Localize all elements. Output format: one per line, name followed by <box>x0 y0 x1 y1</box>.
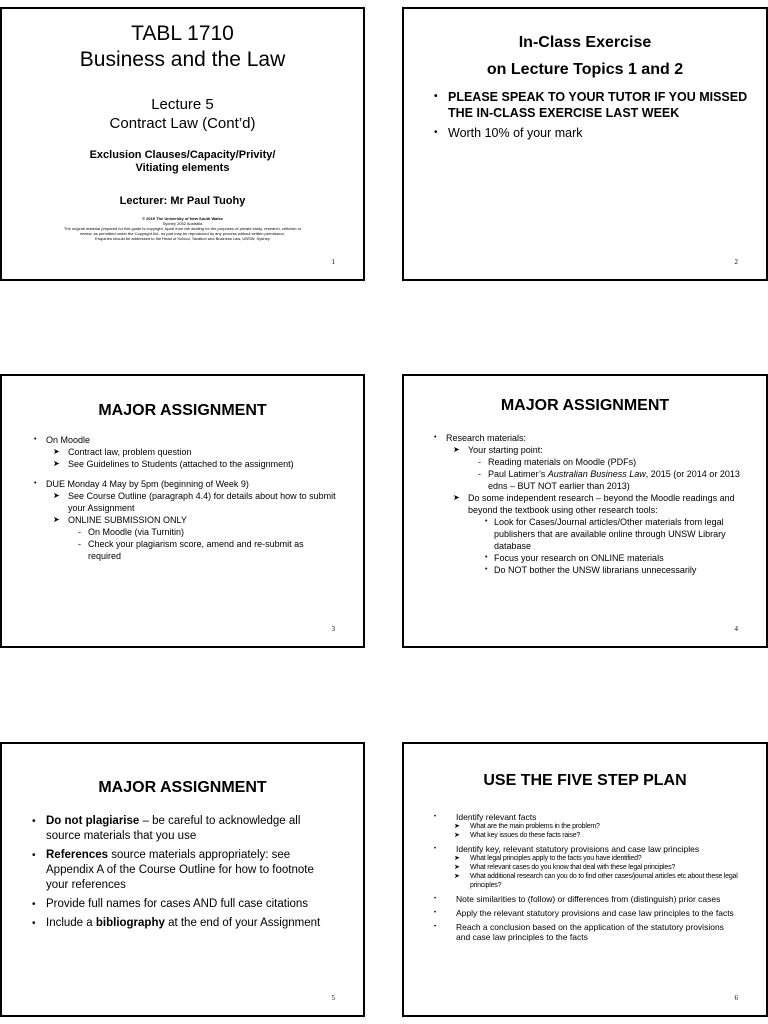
page-number: 1 <box>331 258 335 266</box>
emphasis-text: bibliography <box>95 917 165 929</box>
copyright-line: © 2015 The University of New South Wales <box>142 216 223 221</box>
course-code: TABL 1710 <box>131 22 234 45</box>
slide-2 <box>402 7 768 281</box>
page-number: 2 <box>734 258 738 266</box>
subtopics-line-1: Exclusion Clauses/Capacity/Privity/ <box>89 149 276 161</box>
list-item <box>30 916 333 931</box>
list-item: ➤ ONLINE SUBMISSION ONLY <box>32 514 339 526</box>
step-subitem: ➤ What key issues do these facts raise? <box>432 831 738 840</box>
step-item: • Identify key, relevant statutory provisions and case law principles <box>432 844 738 854</box>
text-run: Paul Latimer’s <box>488 469 548 479</box>
slide-title: MAJOR ASSIGNMENT <box>98 402 267 419</box>
list-item: - Check your plagiarism score, amend and re-submit as required <box>32 538 339 562</box>
copyright-line: Sydney 2052 Australia <box>162 221 203 226</box>
lecture-subtopics <box>2 149 363 175</box>
list-item: • PLEASE SPEAK TO YOUR TUTOR IF YOU MISSED THE IN-CLASS EXERCISE LAST WEEK <box>430 89 750 121</box>
course-name: Business and the Law <box>79 48 286 71</box>
step-subitem: ➤ What legal principles apply to the facts you have identified? <box>432 854 738 863</box>
copyright-line: The original material prepared for this guide is copyright. Apart from fair dealing for the purposes of private study, research, criticism or <box>63 226 302 231</box>
step-subitem: ➤ What relevant cases do you know that deal with these legal principles? <box>432 863 738 872</box>
list-item: • Focus your research on ONLINE materials <box>432 552 742 564</box>
step-subitem: ➤ What are the main problems in the problem? <box>432 822 738 831</box>
copyright-line: review, as permitted under the Copyright Act, no part may be reproduced by any process without written permission. <box>80 231 285 236</box>
text-run: at the end of your Assignment <box>164 917 321 929</box>
list-item: ➤ Do some independent research – beyond the Moodle readings and beyond the textbook using other research tools: <box>432 492 742 516</box>
text-run: – be careful to acknowledge all source materials that you use <box>46 815 301 842</box>
text-run: , 2015 (or 2014 or 2013 edns – BUT NOT earlier than 2013) <box>488 469 740 491</box>
step-list <box>432 808 738 942</box>
emphasis-text: Do not plagiarise <box>46 815 140 827</box>
list-item: • Look for Cases/Journal articles/Other materials from legal publishers that are available online through UNSW Library database <box>432 516 742 552</box>
spacer <box>32 470 339 478</box>
subtopics-line-2: Vitiating elements <box>135 162 230 174</box>
lecture-topic: Contract Law (Cont’d) <box>109 115 256 132</box>
lecturer-name: Lecturer: Mr Paul Tuohy <box>119 195 246 207</box>
list-item <box>30 814 333 844</box>
step-subitem: ➤ What additional research can you do to find other cases/journal articles etc about these legal principles? <box>432 872 738 890</box>
text-run: Include a <box>46 917 96 929</box>
slide-3 <box>0 374 365 648</box>
slide-title <box>404 29 766 83</box>
list-item: • Worth 10% of your mark <box>430 125 750 141</box>
text-run: source materials appropriately: see Appendix A of the Course Outline for how to footnote your references <box>46 849 314 891</box>
list-item: - On Moodle (via Turnitin) <box>32 526 339 538</box>
bullet-list <box>432 432 742 576</box>
list-item <box>30 848 333 893</box>
step-item: • Apply the relevant statutory provisions and case law principles to the facts <box>432 908 738 918</box>
lecture-number: Lecture 5 <box>151 96 214 113</box>
bullet-list <box>30 814 333 935</box>
step-item: • Identify relevant facts <box>432 812 738 822</box>
copyright-notice <box>22 216 343 241</box>
lecture-heading <box>2 95 363 133</box>
title-line-2: on Lecture Topics 1 and 2 <box>486 61 684 78</box>
step-item: • Reach a conclusion based on the application of the statutory provisions and case law principles to the facts <box>432 922 738 942</box>
slide-title: MAJOR ASSIGNMENT <box>98 779 267 796</box>
slide-title: USE THE FIVE STEP PLAN <box>483 772 687 789</box>
slide-6 <box>402 742 768 1017</box>
slide-4 <box>402 374 768 648</box>
bullet-list <box>430 89 750 145</box>
list-item: ➤ Your starting point: <box>432 444 742 456</box>
slide-5 <box>0 742 365 1017</box>
copyright-line: Enquiries should be addressed to the Head of School, Taxation and Business Law, UNSW, Sydney <box>95 236 270 241</box>
emphasis-text: References <box>46 849 109 861</box>
bullet-list <box>32 434 339 562</box>
step-item: • Note similarities to (follow) or differences from (distinguish) prior cases <box>432 894 738 904</box>
book-title: Australian Business Law <box>547 469 646 479</box>
list-item: • Research materials: <box>432 432 742 444</box>
title-line-1: In-Class Exercise <box>518 34 652 51</box>
list-item: ➤ See Course Outline (paragraph 4.4) for details about how to submit your Assignment <box>32 490 339 514</box>
list-item <box>432 468 742 492</box>
list-item: • Provide full names for cases AND full case citations <box>30 897 333 912</box>
list-item: ➤ Contract law, problem question <box>32 446 339 458</box>
page-number: 5 <box>331 994 335 1002</box>
page-number: 3 <box>331 625 335 633</box>
slide-1 <box>0 7 365 281</box>
list-item: • Do NOT bother the UNSW librarians unnecessarily <box>432 564 742 576</box>
page-number: 4 <box>734 625 738 633</box>
list-item: - Reading materials on Moodle (PDFs) <box>432 456 742 468</box>
list-item: ➤ See Guidelines to Students (attached to the assignment) <box>32 458 339 470</box>
slide-title: MAJOR ASSIGNMENT <box>500 397 670 414</box>
page-number: 6 <box>734 994 738 1002</box>
course-title <box>2 21 363 73</box>
list-item: • On Moodle <box>32 434 339 446</box>
list-item: • DUE Monday 4 May by 5pm (beginning of Week 9) <box>32 478 339 490</box>
